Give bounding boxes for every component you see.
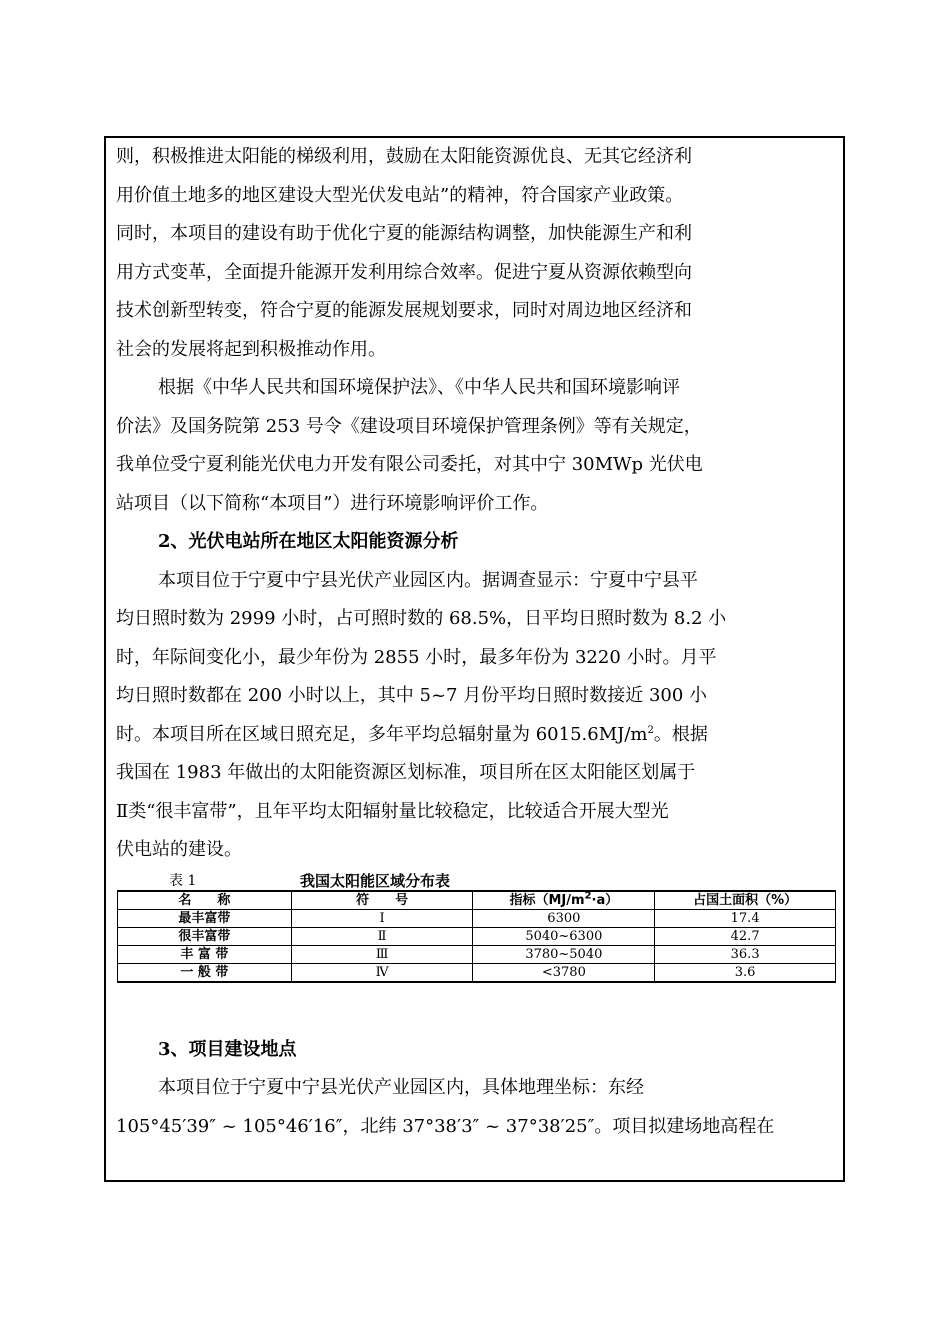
header-index-text: ·a） [591,892,619,908]
cell-area: 42.7 [655,927,836,945]
cell-symbol: Ⅳ [291,963,473,982]
cell-index: 5040~6300 [473,927,655,945]
text-segment: 。根据 [653,723,708,745]
table-row [118,945,836,963]
table-number: 表 1 [169,872,197,889]
header-area: 占国土面积（%） [655,891,836,910]
document-content [116,138,835,1146]
cell-area: 3.6 [655,963,836,982]
text-line: 技术创新型转变，符合宁夏的能源发展规划要求，同时对周边地区经济和 [116,300,692,321]
table-row [118,909,836,927]
text-line: 本项目位于宁夏中宁县光伏产业园区内，具体地理坐标：东经 [158,1077,644,1098]
text-line: 均日照时数都在 200 小时以上，其中 5~7 月份平均日照时数接近 300 小 [116,685,708,706]
text-line: 我国在 1983 年做出的太阳能资源区划标准，项目所在区太阳能区划属于 [116,762,696,783]
cell-area: 36.3 [655,945,836,963]
text-line: 站项目（以下简称“本项目”）进行环境影响评价工作。 [116,492,549,514]
superscript: 2 [647,724,654,736]
cell-area: 17.4 [655,909,836,927]
text-line: 社会的发展将起到积极推动作用。 [116,338,386,360]
text-line: 本项目位于宁夏中宁县光伏产业园区内。据调查显示：宁夏中宁县平 [158,569,698,591]
cell-name: 丰 富 带 [118,945,292,963]
text-line: 价法》及国务院第 253 号令《建设项目环境保护管理条例》等有关规定， [116,415,702,437]
text-line: Ⅱ类“很丰富带”，且年平均太阳辐射量比较稳定，比较适合开展大型光 [116,800,669,822]
cell-index: 3780~5040 [473,945,655,963]
text-line: 用价值土地多的地区建设大型光伏发电站”的精神，符合国家产业政策。 [116,184,684,206]
section-heading: 3、项目建设地点 [158,1038,297,1060]
header-symbol: 符 号 [291,891,473,910]
text-line: 均日照时数为 2999 小时，占可照时数的 68.5%，日平均日照时数为 8.2 小 [116,608,727,629]
text-line: 用方式变革，全面提升能源开发利用综合效率。促进宁夏从资源依赖型向 [116,261,692,283]
cell-name: 一 般 带 [118,963,292,982]
header-index-text: 指标（MJ/m [509,892,585,908]
header-name: 名 称 [118,891,292,910]
text-line: 105°45′39″ ~ 105°46′16″，北纬 37°38′3″ ~ 37°38′25″。项目拟建场地高程在 [116,1115,775,1137]
cell-symbol: Ⅰ [291,909,473,927]
document-frame [104,136,845,1182]
text-line: 同时，本项目的建设有助于优化宁夏的能源结构调整，加快能源生产和利 [116,223,692,244]
cell-symbol: Ⅲ [291,945,473,963]
table-caption [116,872,835,890]
table-row [118,963,836,982]
table-row [118,927,836,945]
spacer [116,983,835,1031]
superscript: 2 [584,890,592,902]
text-line [116,716,835,755]
table-header-row [118,891,836,910]
cell-name: 最丰富带 [118,909,292,927]
header-index [473,891,655,910]
cell-name: 很丰富带 [118,927,292,945]
section-heading: 2、光伏电站所在地区太阳能资源分析 [158,531,459,552]
text-line: 我单位受宁夏利能光伏电力开发有限公司委托，对其中宁 30MWp 光伏电 [116,454,703,475]
text-segment: 时。本项目所在区域日照充足，多年平均总辐射量为 6015.6MJ/m [116,723,648,745]
cell-index: <3780 [473,963,655,982]
text-line: 伏电站的建设。 [116,839,242,860]
solar-distribution-table [117,890,836,983]
table-title: 我国太阳能区域分布表 [300,871,451,890]
cell-index: 6300 [473,909,655,927]
text-line: 时，年际间变化小，最少年份为 2855 小时，最多年份为 3220 小时。月平 [116,646,717,668]
cell-symbol: Ⅱ [291,927,473,945]
text-line: 则，积极推进太阳能的梯级利用，鼓励在太阳能资源优良、无其它经济利 [116,146,692,167]
text-line: 根据《中华人民共和国环境保护法》、《中华人民共和国环境影响评 [158,377,680,398]
